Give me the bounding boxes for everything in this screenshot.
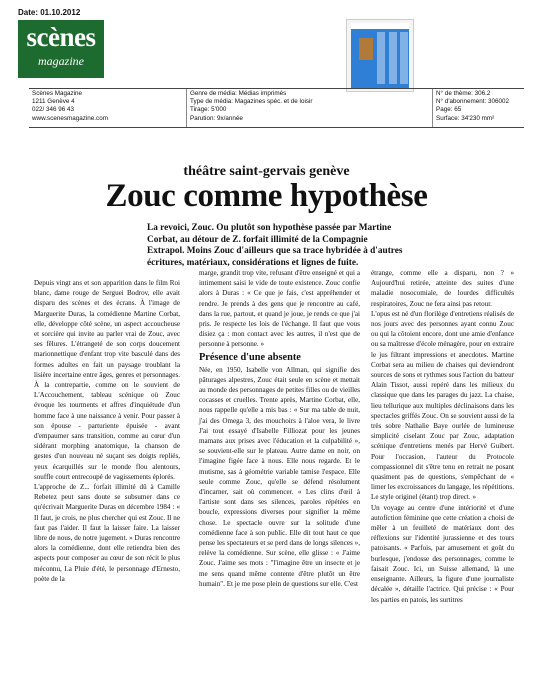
thumbnail-column — [400, 32, 408, 84]
article-title: Zouc comme hypothèse — [105, 178, 428, 214]
logo-line-2: magazine — [38, 54, 84, 68]
subheading: Présence d'une absente — [199, 351, 301, 363]
info-strip — [29, 88, 524, 128]
publisher-address: 1211 Genève 4 — [32, 98, 75, 106]
publisher-website: www.scenesmagazine.com — [32, 114, 108, 122]
paragraph: Depuis vingt ans et son apparition dans le film Roi blanc, dame rouge de Serguei Bodrov, elle avait disparu des scènes et des écrans. À l'image de Marguerite Duras, la comédienne Martine Corbat, elle, développe côté scène, un aspect accoucheuse et sorcière qui invite au parler vrai de Zouc, avec ses fêlures. L'étrangeté de son corps doucement marionnettique d'enfant trop vite basculé dans des formes adultes en fait un paysage troublant la lisière incertaine entre âges, genres et personnages. À la contrepartie, comme on le souvient de L'Accouchement, tableau scénique où Zouc évoque les tourments et affres d'inquiétude d'un homme face à une naissance à venir. Pour passer à son épouse - parturiente épuisée - avant d'empaumer sans transition, comme au cœur d'un sidérant morphing anatomique, la chanson de gestes d'un nouveau né suçant ses doigts repliés, yeux écarquillés sur le monde flou alentours, souffle court entrecoupé de vagissements éplorés. — [34, 279, 180, 481]
thumbnail-column — [377, 32, 385, 84]
media-genre: Genre de média: Médias imprimés — [190, 90, 287, 97]
paragraph: Née, en 1950, Isabelle von Allman, qui signifie des pâturages alpestres, Zouc était seule en scène et mettait au monde des personnages de petites filles ou de vieilles cocasses et cruelles. Trente après, Martine Corbat, elle, nous rappelle qu'elle a mis bas : « Sur ma table de nuit, j'ai des Omega 3, des mouchoirs à l'aloe vera, le livre J'ai tout essayé d'Isabelle Filliozat pour les jeunes mamans aux prises avec l'éducation et la culpabilité », se souvient-elle sur le plateau. Autre dame en noir, on l'imagine figée face à nous. Elle nous regarde. Et le mutisme, sas à géométrie variable tamise l'espace. Elle seule comme Zouc, qu'elle se défend résolument d'incarner, sait où commencer. « Les clins d'œil à l'artiste sont dans ses silences, paroles répétées en boucle, expressions diverses pour signifier la même chose. Le spectacle ouvre sur la solitude d'une comédienne face à son public. Elle dit tout haut ce que pense les spectateurs et se perd dans de longs silences », relève la comédienne. Sur scène, elle glisse : « J'aime Zouc. J'aime ses mots : "l'imagine être un insecte et je me sens quand même contente d'être plutôt un être humain". Et je me pose plein de questions sur elle. C'est — [199, 365, 360, 588]
article-column-1 — [34, 278, 180, 584]
paragraph: étrange, comme elle a disparu, non ? » Aujourd'hui retirée, atteinte des suites d'une maladie nosocomiale, de lourdes difficultés respiratoires, Zouc ne fera ainsi pas retour. — [371, 269, 514, 308]
article-column-3 — [371, 268, 514, 605]
reference-info — [436, 90, 509, 123]
thumbnail-header-bar — [351, 23, 409, 29]
surface-area: Surface: 34'230 mm² — [436, 114, 495, 122]
document-date: Date: 01.10.2012 — [18, 8, 81, 17]
page-thumbnail — [346, 19, 414, 92]
publisher-info — [32, 90, 108, 123]
paragraph: Un voyage au centre d'une intériorité et d'une autofiction féminine que cette création a choisi de mêler à un feuilleté de matériaux dont des réflexions sur l'identité jurassienne et des tours patoisants. « Parfois, par amusement et goût du burlesque, j'endosse des personnages, comme le faisait Zouc. Ici, un Suisse allemand, là une enseignante. Ailleurs, la figure d'une journaliste décalée », détaille l'actrice. Qui précise : « Pour les parties en patois, les surtitres — [371, 503, 514, 604]
paragraph: L'approche de Z... forfait illimité dû à Camille Rebetez peut sans doute se subsumer dans ce qu'écrivait Marguerite Duras en décembre 1984 : « Il faut, je crois, ne plus chercher qui est Zouc. Il ne faut pas l'aider. Il faut la laisser faire. La laisser libre de nous, de notre jugement. » Duras rencontre alors la comédienne, dont elle retiendra bien des aspects pour composer au cœur de son récit le plus méconnu, La Pluie d'été, le personnage d'Ernesto, poète de la — [34, 483, 180, 583]
thumbnail-photo — [359, 38, 373, 60]
logo-line-1: scènes — [26, 22, 96, 52]
media-circulation: Tirage: 5'000 — [190, 106, 227, 114]
publisher-name: Scènes Magazine — [32, 90, 83, 97]
divider — [186, 89, 187, 127]
divider — [432, 89, 433, 127]
article-column-2 — [199, 268, 360, 589]
theme-number: N° de thème: 306.2 — [436, 90, 491, 97]
scenes-magazine-logo — [18, 20, 104, 78]
subscription-number: N° d'abonnement: 306002 — [436, 98, 510, 106]
article-lead: La revoici, Zouc. Ou plutôt son hypothèse passée par Martine Corbat, au détour de Z. forfait illimité de la Compagnie Extrapol. Moins Zouc d'ailleurs que sa trace hybridée à d'autres écritures, matériaux, considérations et lignes de fuite. — [147, 223, 403, 269]
page-number: Page: 65 — [436, 106, 462, 114]
media-frequency: Parution: 9x/année — [190, 114, 243, 122]
media-type: Type de média: Magazines spéc. et de loisir — [190, 98, 313, 106]
thumbnail-column — [389, 32, 397, 84]
paragraph: L'opus est né d'un florilège d'entretiens réalisés de nos jours avec des personnes ayant connu Zouc ou qui la côtoient encore, dont une amie d'enfance ou sa maîtresse d'école ménagère, pour en extraire le jus filtrant impressions et anecdotes. Martine Corbat sera au milieu de chaises qui deviendront sources de sons et rythmes sous l'action du batteur Alain Tissot, aussi repéré dans les milieux du classique que dans les parages du jazz. La chaise, lieu tellurique aux multiples déclinaisons dans les spectacles griffés Zouc. On se souvient aussi de la très sobre Nathalie Baye ourlée de lumineuse simplicité ciselant Zouc par Zouc, adaptation scénique d'entretiens menés par Hervé Guibert. Pour l'occasion, l'auteur du Protocole compassionnel dit s'être tenu en retrait ne posant quasiment pas de questions, s'empêchant de « limer les excroissances du langage, les répétitions. Le style originel (étant) trop direct. » — [371, 309, 515, 502]
media-info — [190, 90, 313, 123]
paragraph: marge, grandit trop vite, refusant d'être enseigné et qui a intimement saisi le vide de toute existence. Zouc confie alors à Duras : « Ce que je fais, c'est appréhender et rendre. Je prends à des gens que je rencontre au café, dans la rue, partout, et quand je joue, je rends ce que j'ai pris. Je respecte les lois de l'échange. Il faut que vous disiez ça : mon contact avec les autres, il n'est que de personne à personne. » — [199, 269, 360, 349]
article-kicker: théâtre saint-gervais genève — [183, 164, 350, 179]
publisher-phone: 022/ 346 96 43 — [32, 106, 75, 114]
